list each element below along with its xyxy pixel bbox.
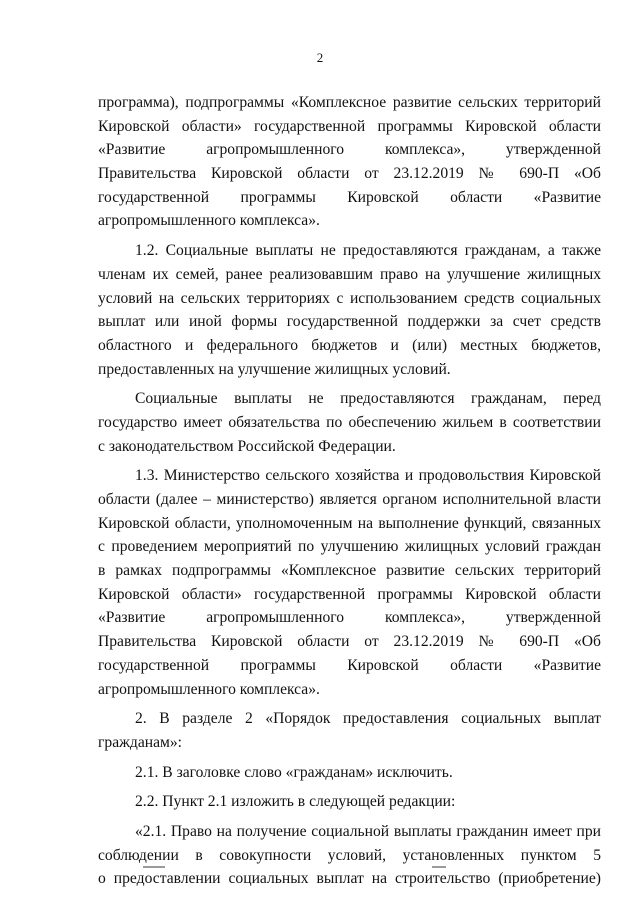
text-line: 1.3. Министерство сельского хозяйства и продовольствия Кировской xyxy=(135,467,601,485)
text-line: «Развитие агропромышленного комплекса», утвержденной xyxy=(98,141,601,159)
text-line: «Развитие агропромышленного комплекса», утвержденной xyxy=(98,609,601,627)
text-line: выплат или иной формы государственной поддержки за счет средств xyxy=(98,313,601,331)
scan-artifact xyxy=(432,866,446,868)
text-line: 2.1. В заголовке слово «гражданам» исключить. xyxy=(135,763,453,781)
text-line: агропромышленного комплекса». xyxy=(98,680,320,698)
paragraph xyxy=(98,464,601,701)
text-line: гражданам»: xyxy=(98,733,183,751)
text-line: Кировской области, уполномоченным на выполнение функций, связанных xyxy=(98,514,601,532)
paragraph xyxy=(98,790,601,814)
text-line: условий на сельских территориях с использованием средств социальных xyxy=(98,289,601,307)
text-line: предоставленных на улучшение жилищных условий. xyxy=(98,360,451,378)
paragraph xyxy=(98,91,601,233)
text-line: в рамках подпрограммы «Комплексное развитие сельских территорий xyxy=(98,562,601,580)
document-body xyxy=(98,91,601,891)
scan-artifact xyxy=(143,866,165,868)
text-line: «2.1. Право на получение социальной выплаты гражданин имеет при xyxy=(135,822,601,840)
text-line: с законодательством Российской Федерации. xyxy=(98,437,396,455)
paragraph xyxy=(98,239,601,381)
text-line: государственной программы Кировской области «Развитие xyxy=(98,188,601,206)
page-number: 2 xyxy=(316,50,324,65)
text-line: Кировской области» государственной программы Кировской области xyxy=(98,585,601,603)
paragraph xyxy=(98,761,601,785)
text-line: государство имеет обязательства по обеспечению жильем в соответствии xyxy=(98,413,601,431)
paragraph xyxy=(98,387,601,458)
text-line: Правительства Кировской области от 23.12.2019 № 690-П «Об xyxy=(98,633,601,651)
text-line: программа), подпрограммы «Комплексное развитие сельских территорий xyxy=(98,94,601,111)
text-line: Правительства Кировской области от 23.12.2019 № 690-П «Об xyxy=(98,165,601,183)
text-line: 2.2. Пункт 2.1 изложить в следующей редакции: xyxy=(135,793,456,811)
text-line: о предоставлении социальных выплат на строительство (приобретение) xyxy=(98,870,601,888)
paragraph xyxy=(98,707,601,754)
text-line: 1.2. Социальные выплаты не предоставляются гражданам, а также xyxy=(135,242,601,260)
text-line: членам их семей, ранее реализовавшим право на улучшение жилищных xyxy=(98,265,601,283)
text-line: области (далее – министерство) является органом исполнительной власти xyxy=(98,491,601,508)
text-line: Кировской области» государственной программы Кировской области xyxy=(98,117,601,135)
text-line: 2. В разделе 2 «Порядок предоставления социальных выплат xyxy=(135,710,601,728)
text-line: с проведением мероприятий по улучшению жилищных условий граждан xyxy=(98,538,601,556)
text-line: агропромышленного комплекса». xyxy=(98,212,320,230)
text-line: соблюдении в совокупности условий, установленных пунктом 5 xyxy=(98,846,601,864)
text-line: государственной программы Кировской области «Развитие xyxy=(98,656,601,674)
paragraph xyxy=(98,820,601,891)
text-line: Социальные выплаты не предоставляются гражданам, перед xyxy=(135,390,601,408)
text-line: областного и федерального бюджетов и (или) местных бюджетов, xyxy=(98,336,601,354)
